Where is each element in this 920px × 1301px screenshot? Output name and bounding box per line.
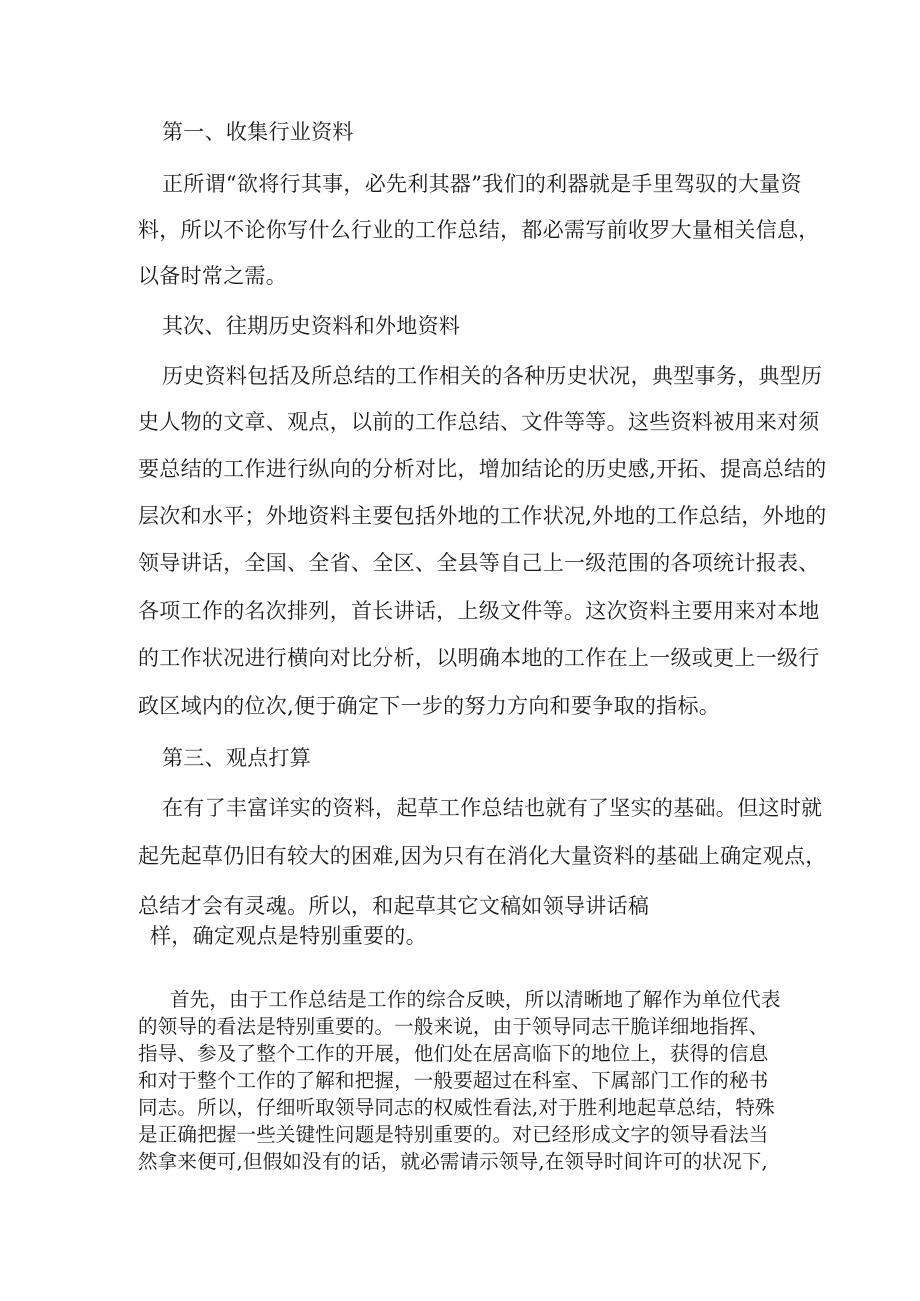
- paragraph-line: 样，确定观点是特别重要的。: [150, 924, 427, 948]
- paragraph-line: 料，所以不论你写什么行业的工作总结，都必需写前收罗大量相关信息，: [138, 218, 820, 242]
- paragraph-line: 然拿来便可,但假如没有的话，就必需请示领导,在领导时间许可的状况下,: [138, 1150, 768, 1173]
- paragraph-line: 和对于整个工作的了解和把握，一般要超过在科室、下属部门工作的秘书: [138, 1069, 769, 1092]
- paragraph-line: 领导讲话，全国、全省、全区、全县等自己上一级范围的各项统计报表、: [138, 551, 820, 575]
- paragraph-line: 层次和水平；外地资料主要包括外地的工作状况,外地的工作总结，外地的: [138, 504, 827, 528]
- paragraph-line: 在有了丰富详实的资料，起草工作总结也就有了坚实的基础。但这时就: [162, 796, 823, 820]
- paragraph-line: 的工作状况进行横向对比分析，以明确本地的工作在上一级或更上一级行: [138, 646, 820, 670]
- section-heading-3: 第三、观点打算: [162, 746, 312, 770]
- paragraph-line: 指导、参及了整个工作的开展，他们处在居高临下的地位上，获得的信息: [138, 1042, 769, 1065]
- paragraph-line: 以备时常之需。: [138, 264, 288, 288]
- paragraph-line: 的领导的看法是特别重要的。一般来说，由于领导同志干脆详细地指挥、: [138, 1015, 769, 1038]
- paragraph-line: 同志。所以，仔细听取领导同志的权威性看法,对于胜利地起草总结，特殊: [138, 1096, 775, 1119]
- paragraph-line: 各项工作的名次排列，首长讲话，上级文件等。这次资料主要用来对本地: [138, 599, 820, 623]
- paragraph-line: 历史资料包括及所总结的工作相关的各种历史状况，典型事务，典型历: [162, 364, 823, 388]
- paragraph-line: 政区域内的位次,便于确定下一步的努力方向和要争取的指标。: [138, 694, 721, 718]
- paragraph-line: 正所谓“欲将行其事，必先利其器”我们的利器就是手里驾驭的大量资: [162, 172, 802, 196]
- paragraph-line: 首先，由于工作总结是工作的综合反映，所以清晰地了解作为单位代表: [170, 988, 781, 1011]
- paragraph-line: 总结才会有灵魂。所以，和起草其它文稿如领导讲话稿: [138, 894, 650, 918]
- paragraph-line: 起先起草仍旧有较大的困难,因为只有在消化大量资料的基础上确定观点，: [138, 844, 827, 868]
- section-heading-2: 其次、往期历史资料和外地资料: [162, 314, 461, 338]
- paragraph-line: 史人物的文章、观点，以前的工作总结、文件等等。这些资料被用来对须: [138, 410, 820, 434]
- section-heading-1: 第一、收集行业资料: [162, 120, 354, 144]
- paragraph-line: 是正确把握一些关键性问题是特别重要的。对已经形成文字的领导看法当: [138, 1123, 769, 1146]
- paragraph-line: 要总结的工作进行纵向的分析对比，增加结论的历史感,开拓、提高总结的: [138, 457, 827, 481]
